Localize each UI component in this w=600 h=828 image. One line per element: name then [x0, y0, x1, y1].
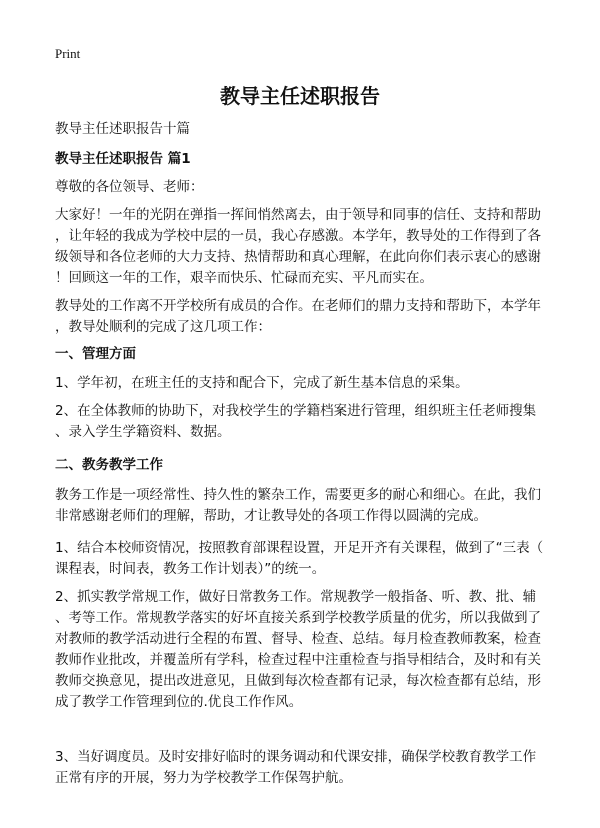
- print-link[interactable]: Print: [55, 46, 81, 61]
- paragraph: [55, 401, 555, 443]
- paragraph: [55, 373, 555, 394]
- paragraph-line: 教务工作是一项经常性、持久性的繁杂工作，需要更多的耐心和细心。在此，我们: [55, 487, 541, 503]
- section-heading-text: 教导主任述职报告 篇1: [55, 151, 191, 167]
- paragraph-line: 大家好！一年的光阴在弹指一挥间悄然离去，由于领导和同事的信任、支持和帮助: [55, 207, 541, 223]
- section-subheading: [55, 344, 555, 365]
- paragraph-line: 教师作业批改，并覆盖所有学科，检查过程中注重检查与指导相结合，及时和有关: [55, 652, 541, 668]
- paragraph: [55, 485, 555, 527]
- paragraph-line: 级领导和各位老师的大力支持、热情帮助和真心理解，在此向你们表示衷心的感谢: [55, 249, 541, 265]
- paragraph-line: 2、在全体教师的协助下，对我校学生的学籍档案进行管理，组织班主任老师搜集: [55, 403, 537, 419]
- paragraph-line: 成了教学工作管理到位的.优良工作作风。: [55, 694, 303, 710]
- paragraph: [55, 587, 555, 713]
- paragraph-line: 二、教务教学工作: [55, 457, 163, 473]
- paragraph-line: 、录入学生学籍资料、数据。: [55, 424, 231, 440]
- paragraph-line: 一、管理方面: [55, 346, 136, 362]
- section-subheading: [55, 455, 555, 476]
- paragraph-line: ，教导处顺利的完成了这几项工作：: [55, 319, 271, 335]
- subtitle: [55, 119, 555, 140]
- paragraph: [55, 205, 555, 289]
- paragraph: [55, 538, 555, 580]
- greeting: [55, 177, 555, 198]
- paragraph-line: 1、结合本校师资情况，按照教育部课程设置，开足开齐有关课程，做到了“三表（: [55, 540, 544, 556]
- paragraph-line: 、考等工作。常规教学落实的好坏直接关系到学校教学质量的优劣，所以我做到了: [55, 610, 541, 626]
- paragraph-line: ，让年轻的我成为学校中层的一员，我心存感激。本学年，教导处的工作得到了各: [55, 228, 541, 244]
- page-title: 教导主任述职报告: [220, 84, 380, 108]
- paragraph-line: ！回顾这一年的工作，艰辛而快乐、忙碌而充实、平凡而实在。: [55, 270, 433, 286]
- paragraph-line: 课程表，时间表，教务工作计划表）”的统一。: [55, 561, 326, 577]
- paragraph-line: 正常有序的开展，努力为学校教学工作保驾护航。: [55, 770, 352, 786]
- paragraph-line: 教导处的工作离不开学校所有成员的合作。在老师们的鼎力支持和帮助下，本学年: [55, 298, 541, 314]
- paragraph: [55, 747, 555, 789]
- paragraph-line: 1、学年初，在班主任的支持和配合下，完成了新生基本信息的采集。: [55, 375, 469, 391]
- paragraph-line: 教师交换意见，提出改进意见，且做到每次检查都有记录，每次检查都有总结，形: [55, 673, 541, 689]
- paragraph-line: 非常感谢老师们的理解，帮助，才让教导处的各项工作得以圆满的完成。: [55, 508, 487, 524]
- paragraph-line: 对教师的教学活动进行全程的布置、督导、检查、总结。每月检查教师教案，检查: [55, 631, 541, 647]
- paragraph-line: 3、当好调度员。及时安排好临时的课务调动和代课安排，确保学校教育教学工作: [55, 749, 537, 765]
- section-heading: [55, 149, 555, 170]
- subtitle-text: 教导主任述职报告十篇: [55, 121, 190, 137]
- greeting-text: 尊敬的各位领导、老师：: [55, 179, 204, 195]
- paragraph: [55, 296, 555, 338]
- paragraph-line: 2、抓实教学常规工作，做好日常教务工作。常规教学一般指备、听、教、批、辅: [55, 589, 537, 605]
